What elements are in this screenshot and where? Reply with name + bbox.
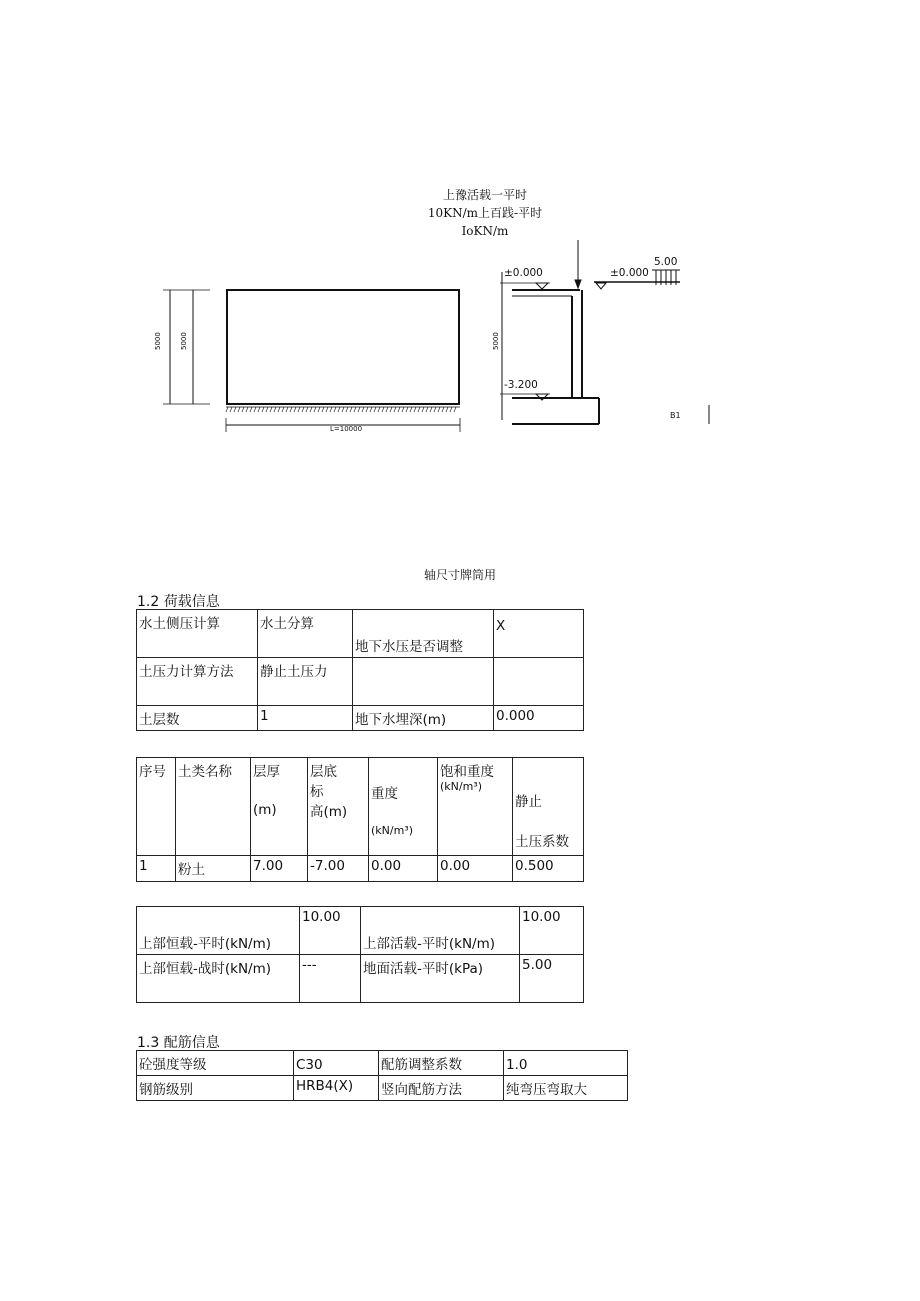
- soil-hatch-tick: [370, 407, 372, 412]
- soil-hatch-tick: [334, 407, 336, 412]
- soil-hatch-tick: [442, 407, 444, 412]
- svg-text:5000: 5000: [154, 332, 162, 350]
- soil-hatch-tick: [382, 407, 384, 412]
- cell-label: 配筋调整系数: [379, 1051, 504, 1076]
- soil-hatch-tick: [394, 407, 396, 412]
- soil-hatch-tick: [414, 407, 416, 412]
- table-row: [137, 955, 584, 1003]
- soil-hatch-tick: [326, 407, 328, 412]
- cell-soil-name: 粉土: [176, 856, 251, 882]
- cell-label: 竖向配筋方法: [379, 1076, 504, 1101]
- cell-value: C30: [294, 1051, 379, 1076]
- soil-hatch-tick: [434, 407, 436, 412]
- soil-hatch-tick: [322, 407, 324, 412]
- cell-label: 砼强度等级: [137, 1051, 294, 1076]
- header-k0: 静止 土压系数: [513, 758, 584, 856]
- header-unit-weight: 重度 (kN/m³): [369, 758, 438, 856]
- soil-hatch-tick: [362, 407, 364, 412]
- soil-hatch-tick: [310, 407, 312, 412]
- soil-hatch-tick: [446, 407, 448, 412]
- soil-hatch-tick: [226, 407, 228, 412]
- soil-hatch-tick: [278, 407, 280, 412]
- table-header-row: [137, 758, 584, 856]
- svg-text:L=10000: L=10000: [330, 425, 363, 433]
- elevation-label-top-left: ±0.000: [504, 267, 543, 279]
- soil-hatch-tick: [250, 407, 252, 412]
- structure-drawing: [0, 0, 920, 460]
- soil-hatch-tick: [338, 407, 340, 412]
- cell-thickness: 7.00: [251, 856, 308, 882]
- caption-line-2: 10KN/m上百践-平时: [427, 206, 543, 220]
- soil-hatch-tick: [406, 407, 408, 412]
- cell-value: 0.000: [494, 706, 584, 731]
- soil-hatch-tick: [354, 407, 356, 412]
- table-row: [137, 856, 584, 882]
- soil-hatch-tick: [330, 407, 332, 412]
- soil-hatch-tick: [266, 407, 268, 412]
- load-value-label: 5.00: [654, 256, 678, 268]
- soil-hatch-tick: [318, 407, 320, 412]
- table-row: [137, 658, 584, 706]
- cell-empty: [353, 658, 494, 706]
- soil-hatch-tick: [230, 407, 232, 412]
- soil-hatch-tick: [346, 407, 348, 412]
- elevation-label-top-right: ±0.000: [610, 267, 649, 279]
- soil-hatch-tick: [450, 407, 452, 412]
- header-thickness: 层厚 (m): [251, 758, 308, 856]
- soil-hatch-tick: [234, 407, 236, 412]
- wall-elevation-rect: [227, 290, 459, 404]
- cell-label: 地下水埋深(m): [353, 706, 494, 731]
- soil-hatch-tick: [358, 407, 360, 412]
- cell-value: 静止土压力: [258, 658, 353, 706]
- svg-text:B1: B1: [670, 411, 681, 420]
- soil-hatch-tick: [386, 407, 388, 412]
- soil-hatch-tick: [350, 407, 352, 412]
- soil-hatch-tick: [418, 407, 420, 412]
- soil-hatch-tick: [438, 407, 440, 412]
- soil-hatch-tick: [274, 407, 276, 412]
- cell-value: 1.0: [504, 1051, 628, 1076]
- cell-seq: 1: [137, 856, 176, 882]
- soil-layers-table: [136, 757, 584, 882]
- table-row: [137, 610, 584, 658]
- soil-hatch-tick: [374, 407, 376, 412]
- svg-text:5000: 5000: [492, 332, 500, 350]
- header-bottom-elev: 层底 标 高(m): [308, 758, 369, 856]
- soil-hatch-tick: [238, 407, 240, 412]
- cell-empty: [494, 658, 584, 706]
- ground-live-load-label: 地面活载-平时(kPa): [361, 955, 520, 1003]
- cell-value: 水土分算: [258, 610, 353, 658]
- soil-hatch-tick: [270, 407, 272, 412]
- war-dead-load-label: 上部恒载-战时(kN/m): [137, 955, 300, 1003]
- upper-load-table: [136, 906, 584, 1003]
- section-title-load-info: 1.2 荷载信息: [137, 594, 220, 610]
- cell-k0: 0.500: [513, 856, 584, 882]
- soil-hatch-tick: [282, 407, 284, 412]
- header-sat-weight: 饱和重度 (kN/m³): [438, 758, 513, 856]
- cell-sat-weight: 0.00: [438, 856, 513, 882]
- cell-value: 纯弯压弯取大: [504, 1076, 628, 1101]
- elevation-label-bottom: -3.200: [504, 379, 538, 391]
- caption-line-3: IoKN/m: [461, 224, 509, 238]
- soil-hatch-tick: [258, 407, 260, 412]
- soil-hatch-tick: [254, 407, 256, 412]
- soil-hatch-tick: [390, 407, 392, 412]
- cell-value: X: [494, 610, 584, 658]
- soil-hatch-tick: [430, 407, 432, 412]
- caption-line-1: 上豫活载一平时: [442, 188, 527, 202]
- soil-hatch-tick: [398, 407, 400, 412]
- soil-hatch-tick: [262, 407, 264, 412]
- soil-hatch-tick: [402, 407, 404, 412]
- cell-label: 水土侧压计算: [137, 610, 258, 658]
- header-soil-name: 土类名称: [176, 758, 251, 856]
- section-title-reinforcement-info: 1.3 配筋信息: [137, 1035, 220, 1051]
- soil-hatch-tick: [302, 407, 304, 412]
- soil-hatch-tick: [290, 407, 292, 412]
- dead-load-label: 上部恒载-平时(kN/m): [137, 907, 300, 955]
- cell-bottom-elev: -7.00: [308, 856, 369, 882]
- live-load-label: 上部活载-平时(kN/m): [361, 907, 520, 955]
- cell-label: 土压力计算方法: [137, 658, 258, 706]
- table-row: [137, 1076, 628, 1101]
- soil-hatch-tick: [242, 407, 244, 412]
- cell-value: 1: [258, 706, 353, 731]
- header-seq: 序号: [137, 758, 176, 856]
- live-load-value: 10.00: [520, 907, 584, 955]
- table-row: [137, 706, 584, 731]
- table-row: [137, 907, 584, 955]
- soil-hatch-tick: [342, 407, 344, 412]
- soil-hatch-tick: [422, 407, 424, 412]
- soil-hatch-tick: [410, 407, 412, 412]
- cell-value: HRB4(X): [294, 1076, 379, 1101]
- figure-caption: 轴尺寸牌筒用: [423, 568, 496, 582]
- dead-load-value: 10.00: [300, 907, 361, 955]
- reinforcement-table: [136, 1050, 628, 1101]
- table-row: [137, 1051, 628, 1076]
- soil-hatch-tick: [426, 407, 428, 412]
- cell-label: 地下水压是否调整: [353, 610, 494, 658]
- soil-hatch-tick: [246, 407, 248, 412]
- cell-label: 土层数: [137, 706, 258, 731]
- soil-hatch-tick: [366, 407, 368, 412]
- svg-text:5000: 5000: [180, 332, 188, 350]
- load-settings-table: [136, 609, 584, 731]
- war-dead-load-value: ---: [300, 955, 361, 1003]
- ground-live-load-value: 5.00: [520, 955, 584, 1003]
- soil-hatch-tick: [454, 407, 456, 412]
- soil-hatch-tick: [286, 407, 288, 412]
- soil-hatch-tick: [314, 407, 316, 412]
- soil-hatch-tick: [298, 407, 300, 412]
- soil-hatch-tick: [306, 407, 308, 412]
- soil-hatch-tick: [294, 407, 296, 412]
- cell-label: 钢筋级别: [137, 1076, 294, 1101]
- soil-hatch-tick: [378, 407, 380, 412]
- cell-unit-weight: 0.00: [369, 856, 438, 882]
